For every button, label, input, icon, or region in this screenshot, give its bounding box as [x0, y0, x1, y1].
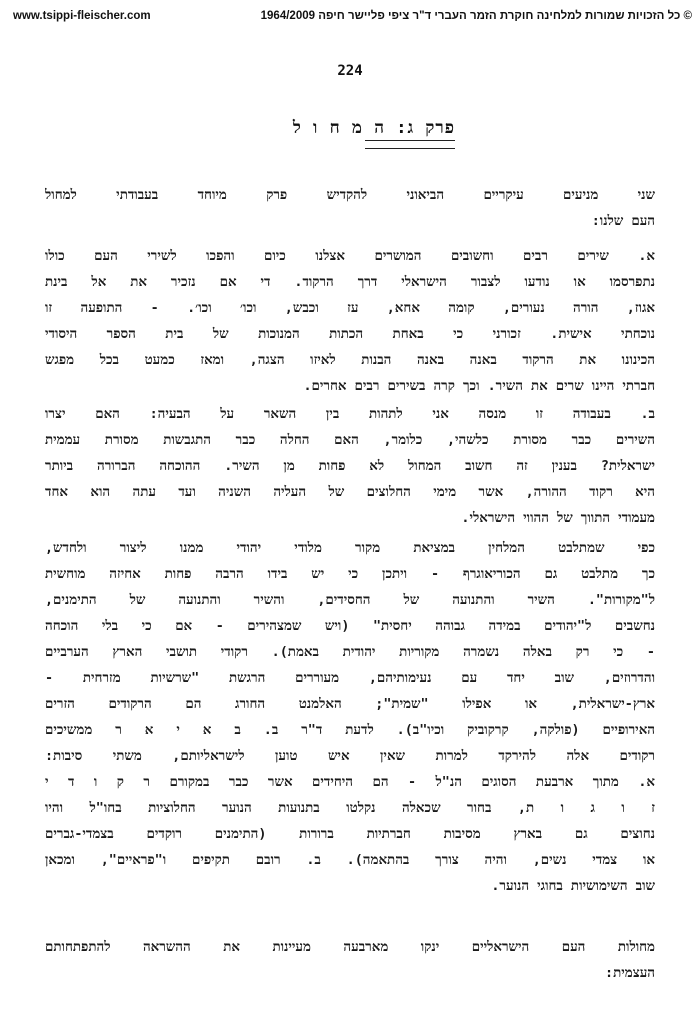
text-line: ישראלית? בענין זה חשוב המחול לא פחות מן השיר. ההוכחה הברורה ביותר	[45, 459, 655, 474]
copyright-notice: © כל הזכויות שמורות למלחינה חוקרת הזמר העברי ד"ר ציפי פליישר חיפה 1964/2009	[260, 10, 692, 22]
text-line: נחשבים ל"יהודים במידה גבוהה יחסית" (ויש שמצהירים - אם כי בלי הוכחה	[45, 619, 655, 634]
text-line: והדרוזים, שוב יחד עם נעימותיהם, מעוררים הרגשת "שרשיות מזרחית -	[45, 671, 655, 686]
text-line: - כי רק באלה נשמרה מקוריות יהודית באמת). רקודי תושבי הארץ הערביים	[45, 645, 655, 660]
text-line: מחולות העם הישראליים ינקו מארבעה מעיינות את ההשראה להתפתחותם	[45, 940, 655, 955]
text-line: ל"מקורות". השיר והתנועה של החסידים, והשיר והתנועה של התימנים,	[45, 593, 655, 608]
title-double-underline	[365, 140, 455, 149]
text-line: היא רקוד ההורה, אשר מימי החלוצים של העליה השניה ועד עתה הוא אחד	[45, 485, 655, 500]
text-line: נחוצים גם בארץ מסיבות חברתיות ברורות (התימנים רוקדים בצמדי-גברים	[45, 827, 655, 842]
paragraph-sources	[45, 935, 655, 987]
text-line: כך מתלבט גם הכוריאוגרף - ויתכן כי יש בידו הרבה פחות אחיזה מוחשית	[45, 567, 655, 582]
site-url[interactable]: www.tsippi-fleischer.com	[13, 10, 151, 22]
text-line: כפי שמתלבט המלחין במציאת מקור מלודי יהודי ממנו ליצור ולחדש,	[45, 541, 655, 556]
text-line: א. מתוך ארבעת הסוגים הנ"ל - הם היחידים אשר כבר במקורם ר ק ו ד י	[45, 775, 655, 790]
paragraph-choreographer	[45, 536, 655, 900]
text-line: נתפרסמו או נודעו לצבור הישראלי דרך הרקוד. די אם נזכיר את אל בינת	[45, 275, 655, 290]
text-line: א. שירים רבים וחשובים המושרים אצלנו כיום והפכו לשירי העם כולו	[45, 249, 655, 264]
chapter-title	[293, 118, 455, 138]
page-number: 224	[337, 63, 363, 79]
page-header	[0, 0, 700, 24]
text-line: העם שלנו:	[591, 214, 655, 229]
text-line: מעמודי התווך של ההווי הישראלי.	[461, 511, 655, 526]
paragraph-intro	[45, 183, 655, 235]
text-line: הכינונו את הרקוד באנה באנה הבנות לאיזו הצגה, ומאז כמעט בכל מפגש	[45, 353, 655, 368]
text-line: האירופיים (פולקה, קרקוביק וכיו"ב). לדעת ד"ר ב. ב א י א ר ממשיכים	[45, 723, 655, 738]
text-line: או צמדי נשים, והיה צורך בהתאמה). ב. רובם תקיפים ו"פראיים", ומכאן	[45, 853, 655, 868]
text-line: העצמית:	[605, 966, 655, 981]
text-line: השירים כבר מסורת כלשהי, כלומר, האם החלה כבר התגבשות מסורת עממית	[45, 433, 655, 448]
paragraph-reason-a	[45, 244, 655, 400]
paragraph-reason-b	[45, 402, 655, 532]
text-line: רקודים אלה להירקד למרות שאין איש טוען לישראליותם, משתי סיבות:	[45, 749, 655, 764]
text-line: ארץ-ישראלית, או אפילו "שמית"; האלמנט החורג הם הרקודים הזרים	[45, 697, 655, 712]
chapter-title-text: פרק ג: ה מ ח ו ל	[292, 118, 455, 138]
text-line: שני מניעים עיקריים הביאוני להקדיש פרק מיוחד בעבודתי למחול	[45, 188, 655, 203]
text-line: חברתי היינו שרים את השיר. וכך קרה בשירים רבים אחרים.	[303, 379, 655, 394]
text-line: נוכחתי אישית. זכורני כי באחת הכתות המנוכות של בית הספר היסודי	[45, 327, 655, 342]
text-line: ז ו ג ו ת, בחור שכאלה נקלטו בתנועות הנוער החלוציות בחו"ל והיו	[45, 801, 655, 816]
text-line: ב. בעבודה זו מנסה אני לתהות בין השאר על הבעיה: האם יצרו	[45, 407, 655, 422]
text-line: אגוז, הורה נעורים, קומה אחא, עז וכבש, וכו׳ וכו׳. - התופעה זו	[45, 301, 655, 316]
text-line: שוב השימושיות בחוגי הנוער.	[491, 879, 655, 894]
